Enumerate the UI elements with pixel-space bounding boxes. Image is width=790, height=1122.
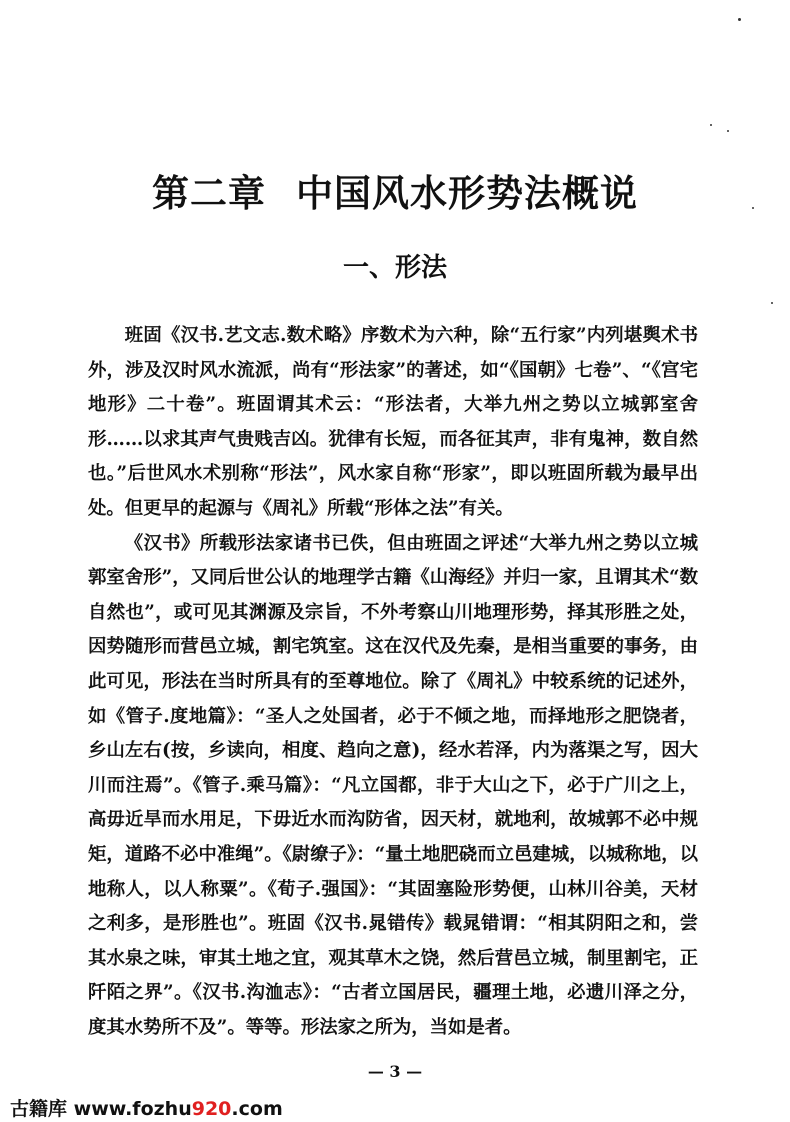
section-title: 一、形法: [343, 253, 448, 283]
watermark: [10, 1094, 283, 1121]
chapter-name: 中国风水形势法概说: [296, 171, 638, 215]
chapter-number: 第二章: [152, 171, 266, 215]
paragraph-2: 《汉书》所载形法家诸书已佚，但由班固之评述“大举九州之势以立城郭室舍形”，又同后世公认的地理学古籍《山海经》并归一家，且谓其术“数自然也”，或可见其渊源及宗旨，不外考察山川地理形势，择其形胜之处，因势随形而营邑立城，割宅筑室。这在汉代及先秦，是相当重要的事务，由此可见，形法在当时所具有的至尊地位。除了《周礼》中较系统的记述外，如《管子.度地篇》：“圣人之处国者，必于不倾之地，而择地形之肥饶者，乡山左右(按，乡读向，相度、趋向之意)，经水若泽，内为落渠之写，因大川而注焉”。《管子.乘马篇》：“凡立国都，非于大山之下，必于广川之上，高毋近旱而水用足，下毋近水而沟防省，因天材，就地利，故城郭不必中规矩，道路不必中准绳”。《尉缭子》：“量土地肥硗而立邑建城，以城称地，以地称人，以人称粟”。《荀子.强国》：“其固塞险形势便，山林川谷美，天材之利多，是形胜也”。班固《汉书.晁错传》载晁错谓：“相其阴阳之和，尝其水泉之味，审其土地之宜，观其草木之饶，然后营邑立城，制里割宅，正阡陌之界”。《汉书.沟洫志》：“古者立国居民，疆理土地，必遗川泽之分，度其水势所不及”。等等。形法家之所为，当如是者。: [88, 532, 698, 1038]
paragraph-1: 班固《汉书.艺文志.数术略》序数术为六种，除“五行家”内列堪舆术书外，涉及汉时风水流派，尚有“形法家”的著述，如“《国朝》七卷”、“《宫宅地形》二十卷”。班固谓其术云：“形法者，大举九州之势以立城郭室舍形……以求其声气贵贱吉凶。犹律有长短，而各征其声，非有鬼神，数自然也。”后世风水术别称“形法”，风水家自称“形家”，即以班固所载为最早出处。但更早的起源与《周礼》所载“形体之法”有关。: [88, 325, 698, 519]
chapter-title: [0, 163, 790, 217]
watermark-site-name: 古籍库: [10, 1098, 68, 1120]
scan-speck: [738, 18, 741, 21]
watermark-url-suffix: .com: [231, 1098, 283, 1120]
scan-speck: [727, 130, 729, 132]
watermark-url-prefix: www.fozhu: [73, 1098, 192, 1120]
body-text: [88, 319, 698, 1045]
scan-speck: [710, 124, 712, 126]
watermark-url-accent: 920: [191, 1098, 232, 1120]
page-number: — 3 —: [367, 1062, 423, 1081]
scan-speck: [771, 302, 773, 304]
